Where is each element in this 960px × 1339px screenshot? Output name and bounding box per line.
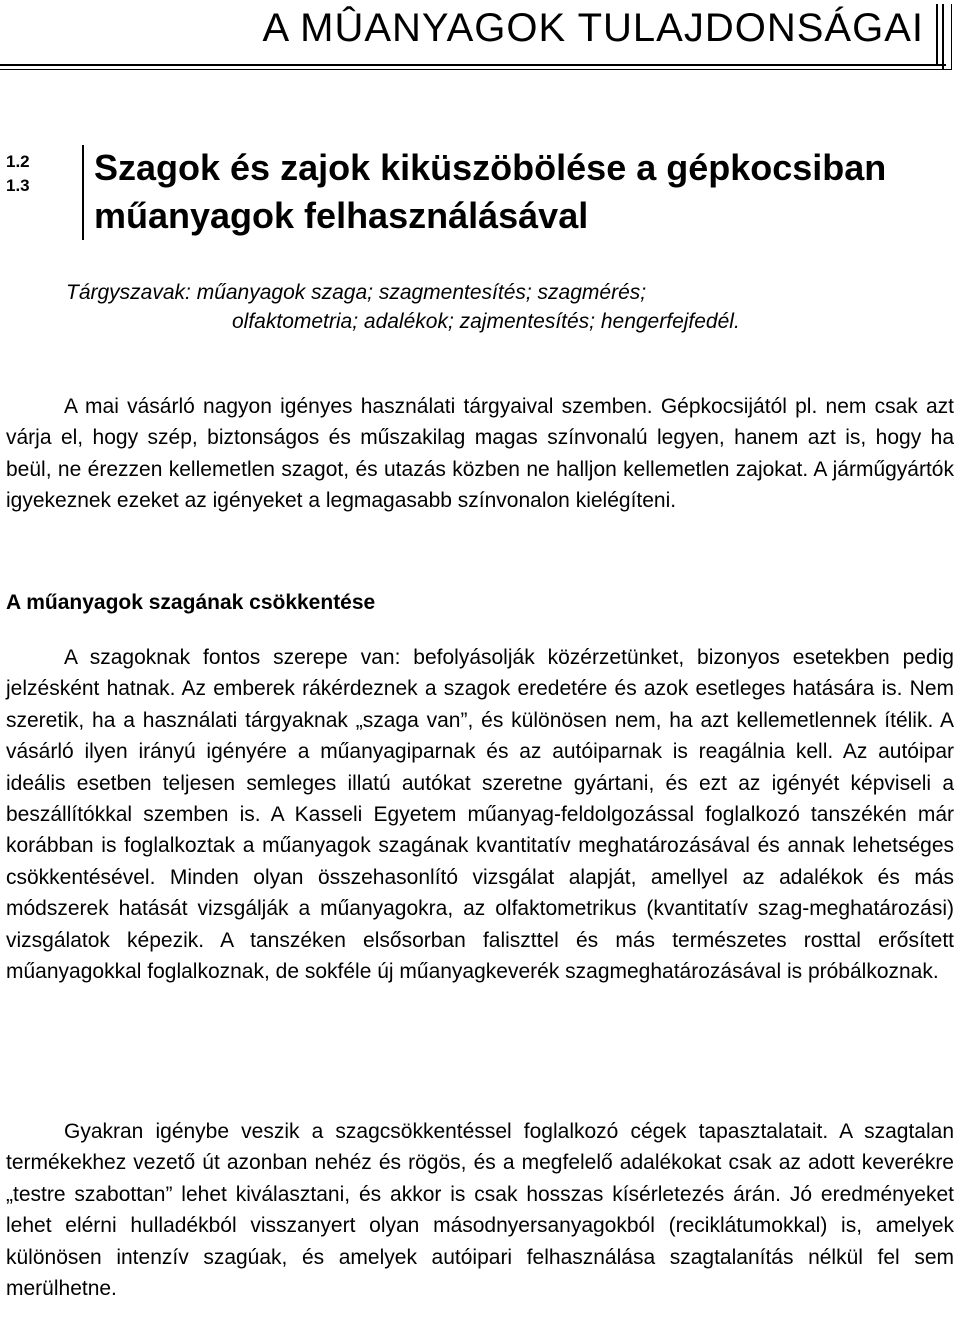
header-vertical-bar xyxy=(936,4,938,66)
header-rule xyxy=(0,64,946,66)
header-vertical-bar xyxy=(951,4,952,70)
section-number: 1.2 xyxy=(6,152,30,171)
subheading: A műanyagok szagának csökkentése xyxy=(6,591,376,614)
body-paragraph: Gyakran igénybe veszik a szagcsökkentéssel foglalkozó cégek tapasztalatait. A szagtalan termékekhez vezető út azonban nehéz és rögös, és a megfelelő adalékokat csak az adott keverékre „testre szabottan” lehet kiválasztani, és akkor is csak hosszas kísérletezés árán. Jó eredményeket lehet elérni hulladékból visszanyert olyan másodnyersanyagokból (reciklátumokkal) is, amelyek különösen intenzív szagúak, és amelyek autóipari felhasználása szagtalanítás nélkül fel sem merülhetne. xyxy=(6,1120,954,1301)
header-title: A MÛANYAGOK TULAJDONSÁGAI xyxy=(262,6,924,50)
keywords-line-2: olfaktometria; adalékok; zajmentesítés; hengerfejfedél. xyxy=(232,310,740,333)
section-divider xyxy=(82,145,84,240)
intro-paragraph: A mai vásárló nagyon igényes használati tárgyaival szemben. Gépkocsijától pl. nem csak azt várja el, hogy szép, biztonságos és műszakilag magas színvonalú legyen, hanem azt is, hogy ha beül, ne érezzen kellemetlen szagot, és utazás közben ne halljon kellemetlen zajokat. A járműgyártók igyekeznek ezeket az igényeket a legmagasabb színvonalon kielégíteni. xyxy=(6,395,954,513)
header-vertical-bar xyxy=(942,4,944,70)
header-rule-thin xyxy=(0,69,952,70)
section-numbers xyxy=(6,150,30,198)
section-title: Szagok és zajok kiküszöbölése a gépkocsiban műanyagok felhasználásával xyxy=(94,147,887,236)
body-paragraph: A szagoknak fontos szerepe van: befolyásolják közérzetünket, bizonyos esetekben pedig jelzésként hatnak. Az emberek rákérdeznek a szagok eredetére és azok esetleges hatására is. Nem szeretik, ha a használati tárgyaknak „szaga van”, és különösen nem, ha azt kellemetlennek ítélik. A vásárló ilyen irányú igényére a műanyagiparnak és az autóiparnak is reagálnia kell. Az autóipar ideális esetben teljesen semleges illatú autókat szeretne gyártani, és ezt az igényét képviseli a beszállítókkal szemben is. A Kasseli Egyetem műanyag-feldolgozással foglalkozó tanszékén már korábban is foglalkoztak a műanyagok szagának kvantitatív meghatározásával és annak lehetséges csökkentésével. Minden olyan összehasonlító vizsgálat alapját, amellyel az adalékok és más módszerek hatását vizsgálják a műanyagokra, az olfaktometrikus (kvantitatív szag-meghatározási) vizsgálatok képezik. A tanszéken elsősorban faliszttel és más természetes rosttal erősített műanyagokkal foglalkoznak, de sokféle új műanyagkeverék szagmeghatározásával is próbálkoznak. xyxy=(6,646,954,984)
keywords-line-1: műanyagok szaga; szagmentesítés; szagmérés; xyxy=(190,281,647,304)
keywords-label: Tárgyszavak: xyxy=(66,281,191,304)
section-number: 1.3 xyxy=(6,176,30,195)
keywords xyxy=(66,278,936,336)
